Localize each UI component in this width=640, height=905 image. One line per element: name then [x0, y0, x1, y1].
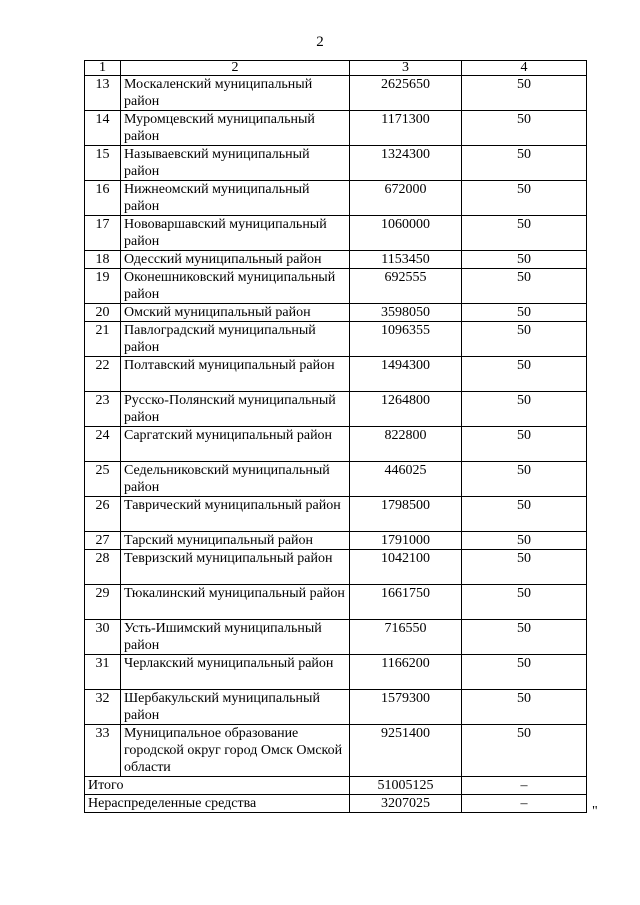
amount: 1166200 [350, 655, 462, 690]
total-amount: 51005125 [350, 777, 462, 795]
row-number: 31 [85, 655, 121, 690]
row-number: 26 [85, 497, 121, 532]
share-percent: 50 [462, 655, 587, 690]
column-header: 4 [462, 61, 587, 76]
share-percent: 50 [462, 357, 587, 392]
total-label: Итого [85, 777, 350, 795]
district-name: Черлакский муниципальный район [121, 655, 350, 690]
row-number: 29 [85, 585, 121, 620]
row-number: 22 [85, 357, 121, 392]
undistributed-row [85, 795, 587, 813]
district-name: Русско-Полянский муниципальный район [121, 392, 350, 427]
district-name: Таврический муниципальный район [121, 497, 350, 532]
row-number: 23 [85, 392, 121, 427]
table-row [85, 532, 587, 550]
district-name: Шербакульский муниципальный район [121, 690, 350, 725]
amount: 2625650 [350, 76, 462, 111]
share-percent: 50 [462, 76, 587, 111]
table-row [85, 269, 587, 304]
table-row [85, 427, 587, 462]
table-row [85, 146, 587, 181]
undistributed-label: Нераспределенные средства [85, 795, 350, 813]
row-number: 24 [85, 427, 121, 462]
amount: 716550 [350, 620, 462, 655]
district-name: Полтавский муниципальный район [121, 357, 350, 392]
district-name: Седельниковский муниципальный район [121, 462, 350, 497]
table-row [85, 322, 587, 357]
amount: 1171300 [350, 111, 462, 146]
share-percent: 50 [462, 620, 587, 655]
row-number: 16 [85, 181, 121, 216]
district-name: Павлоградский муниципальный район [121, 322, 350, 357]
district-name: Тюкалинский муниципальный район [121, 585, 350, 620]
total-row [85, 777, 587, 795]
row-number: 17 [85, 216, 121, 251]
amount: 1042100 [350, 550, 462, 585]
row-number: 13 [85, 76, 121, 111]
district-name: Нижнеомский муниципальный район [121, 181, 350, 216]
row-number: 21 [85, 322, 121, 357]
amount: 9251400 [350, 725, 462, 777]
share-percent: 50 [462, 251, 587, 269]
share-percent: 50 [462, 269, 587, 304]
district-name: Муромцевский муниципальный район [121, 111, 350, 146]
share-percent: 50 [462, 532, 587, 550]
share-percent: 50 [462, 427, 587, 462]
share-percent: 50 [462, 462, 587, 497]
table-row [85, 585, 587, 620]
table-row [85, 550, 587, 585]
undistributed-share: – [462, 795, 587, 813]
column-header: 3 [350, 61, 462, 76]
share-percent: 50 [462, 690, 587, 725]
amount: 1264800 [350, 392, 462, 427]
share-percent: 50 [462, 181, 587, 216]
undistributed-amount: 3207025 [350, 795, 462, 813]
row-number: 25 [85, 462, 121, 497]
table-row [85, 392, 587, 427]
amount: 1494300 [350, 357, 462, 392]
amount: 1798500 [350, 497, 462, 532]
row-number: 20 [85, 304, 121, 322]
amount: 3598050 [350, 304, 462, 322]
row-number: 18 [85, 251, 121, 269]
amount: 1661750 [350, 585, 462, 620]
row-number: 14 [85, 111, 121, 146]
row-number: 15 [85, 146, 121, 181]
share-percent: 50 [462, 304, 587, 322]
amount: 1153450 [350, 251, 462, 269]
amount: 1791000 [350, 532, 462, 550]
page-number: 2 [316, 34, 324, 50]
district-name: Усть-Ишимский муниципальный район [121, 620, 350, 655]
table-row [85, 497, 587, 532]
table-row [85, 690, 587, 725]
allocation-table [84, 60, 587, 813]
total-share: – [462, 777, 587, 795]
table-row [85, 111, 587, 146]
district-name: Оконешниковский муниципальный район [121, 269, 350, 304]
district-name: Муниципальное образование городской округ город Омск Омской области [121, 725, 350, 777]
share-percent: 50 [462, 392, 587, 427]
district-name: Москаленский муниципальный район [121, 76, 350, 111]
amount: 1060000 [350, 216, 462, 251]
district-name: Называевский муниципальный район [121, 146, 350, 181]
district-name: Саргатский муниципальный район [121, 427, 350, 462]
share-percent: 50 [462, 322, 587, 357]
district-name: Тевризский муниципальный район [121, 550, 350, 585]
amount: 822800 [350, 427, 462, 462]
share-percent: 50 [462, 497, 587, 532]
share-percent: 50 [462, 725, 587, 777]
column-header: 1 [85, 61, 121, 76]
table-row [85, 216, 587, 251]
table-row [85, 357, 587, 392]
closing-quote: " [592, 804, 598, 819]
district-name: Тарский муниципальный район [121, 532, 350, 550]
share-percent: 50 [462, 216, 587, 251]
amount: 1324300 [350, 146, 462, 181]
row-number: 33 [85, 725, 121, 777]
table-row [85, 181, 587, 216]
table-row [85, 655, 587, 690]
amount: 1096355 [350, 322, 462, 357]
table-row [85, 251, 587, 269]
table-row [85, 725, 587, 777]
table-row [85, 462, 587, 497]
share-percent: 50 [462, 550, 587, 585]
share-percent: 50 [462, 111, 587, 146]
table-row [85, 76, 587, 111]
share-percent: 50 [462, 146, 587, 181]
amount: 1579300 [350, 690, 462, 725]
table-row [85, 304, 587, 322]
row-number: 28 [85, 550, 121, 585]
amount: 672000 [350, 181, 462, 216]
row-number: 32 [85, 690, 121, 725]
district-name: Омский муниципальный район [121, 304, 350, 322]
row-number: 30 [85, 620, 121, 655]
table-header-row [85, 61, 587, 76]
row-number: 27 [85, 532, 121, 550]
district-name: Одесский муниципальный район [121, 251, 350, 269]
amount: 692555 [350, 269, 462, 304]
amount: 446025 [350, 462, 462, 497]
column-header: 2 [121, 61, 350, 76]
district-name: Нововаршавский муниципальный район [121, 216, 350, 251]
row-number: 19 [85, 269, 121, 304]
table-row [85, 620, 587, 655]
share-percent: 50 [462, 585, 587, 620]
